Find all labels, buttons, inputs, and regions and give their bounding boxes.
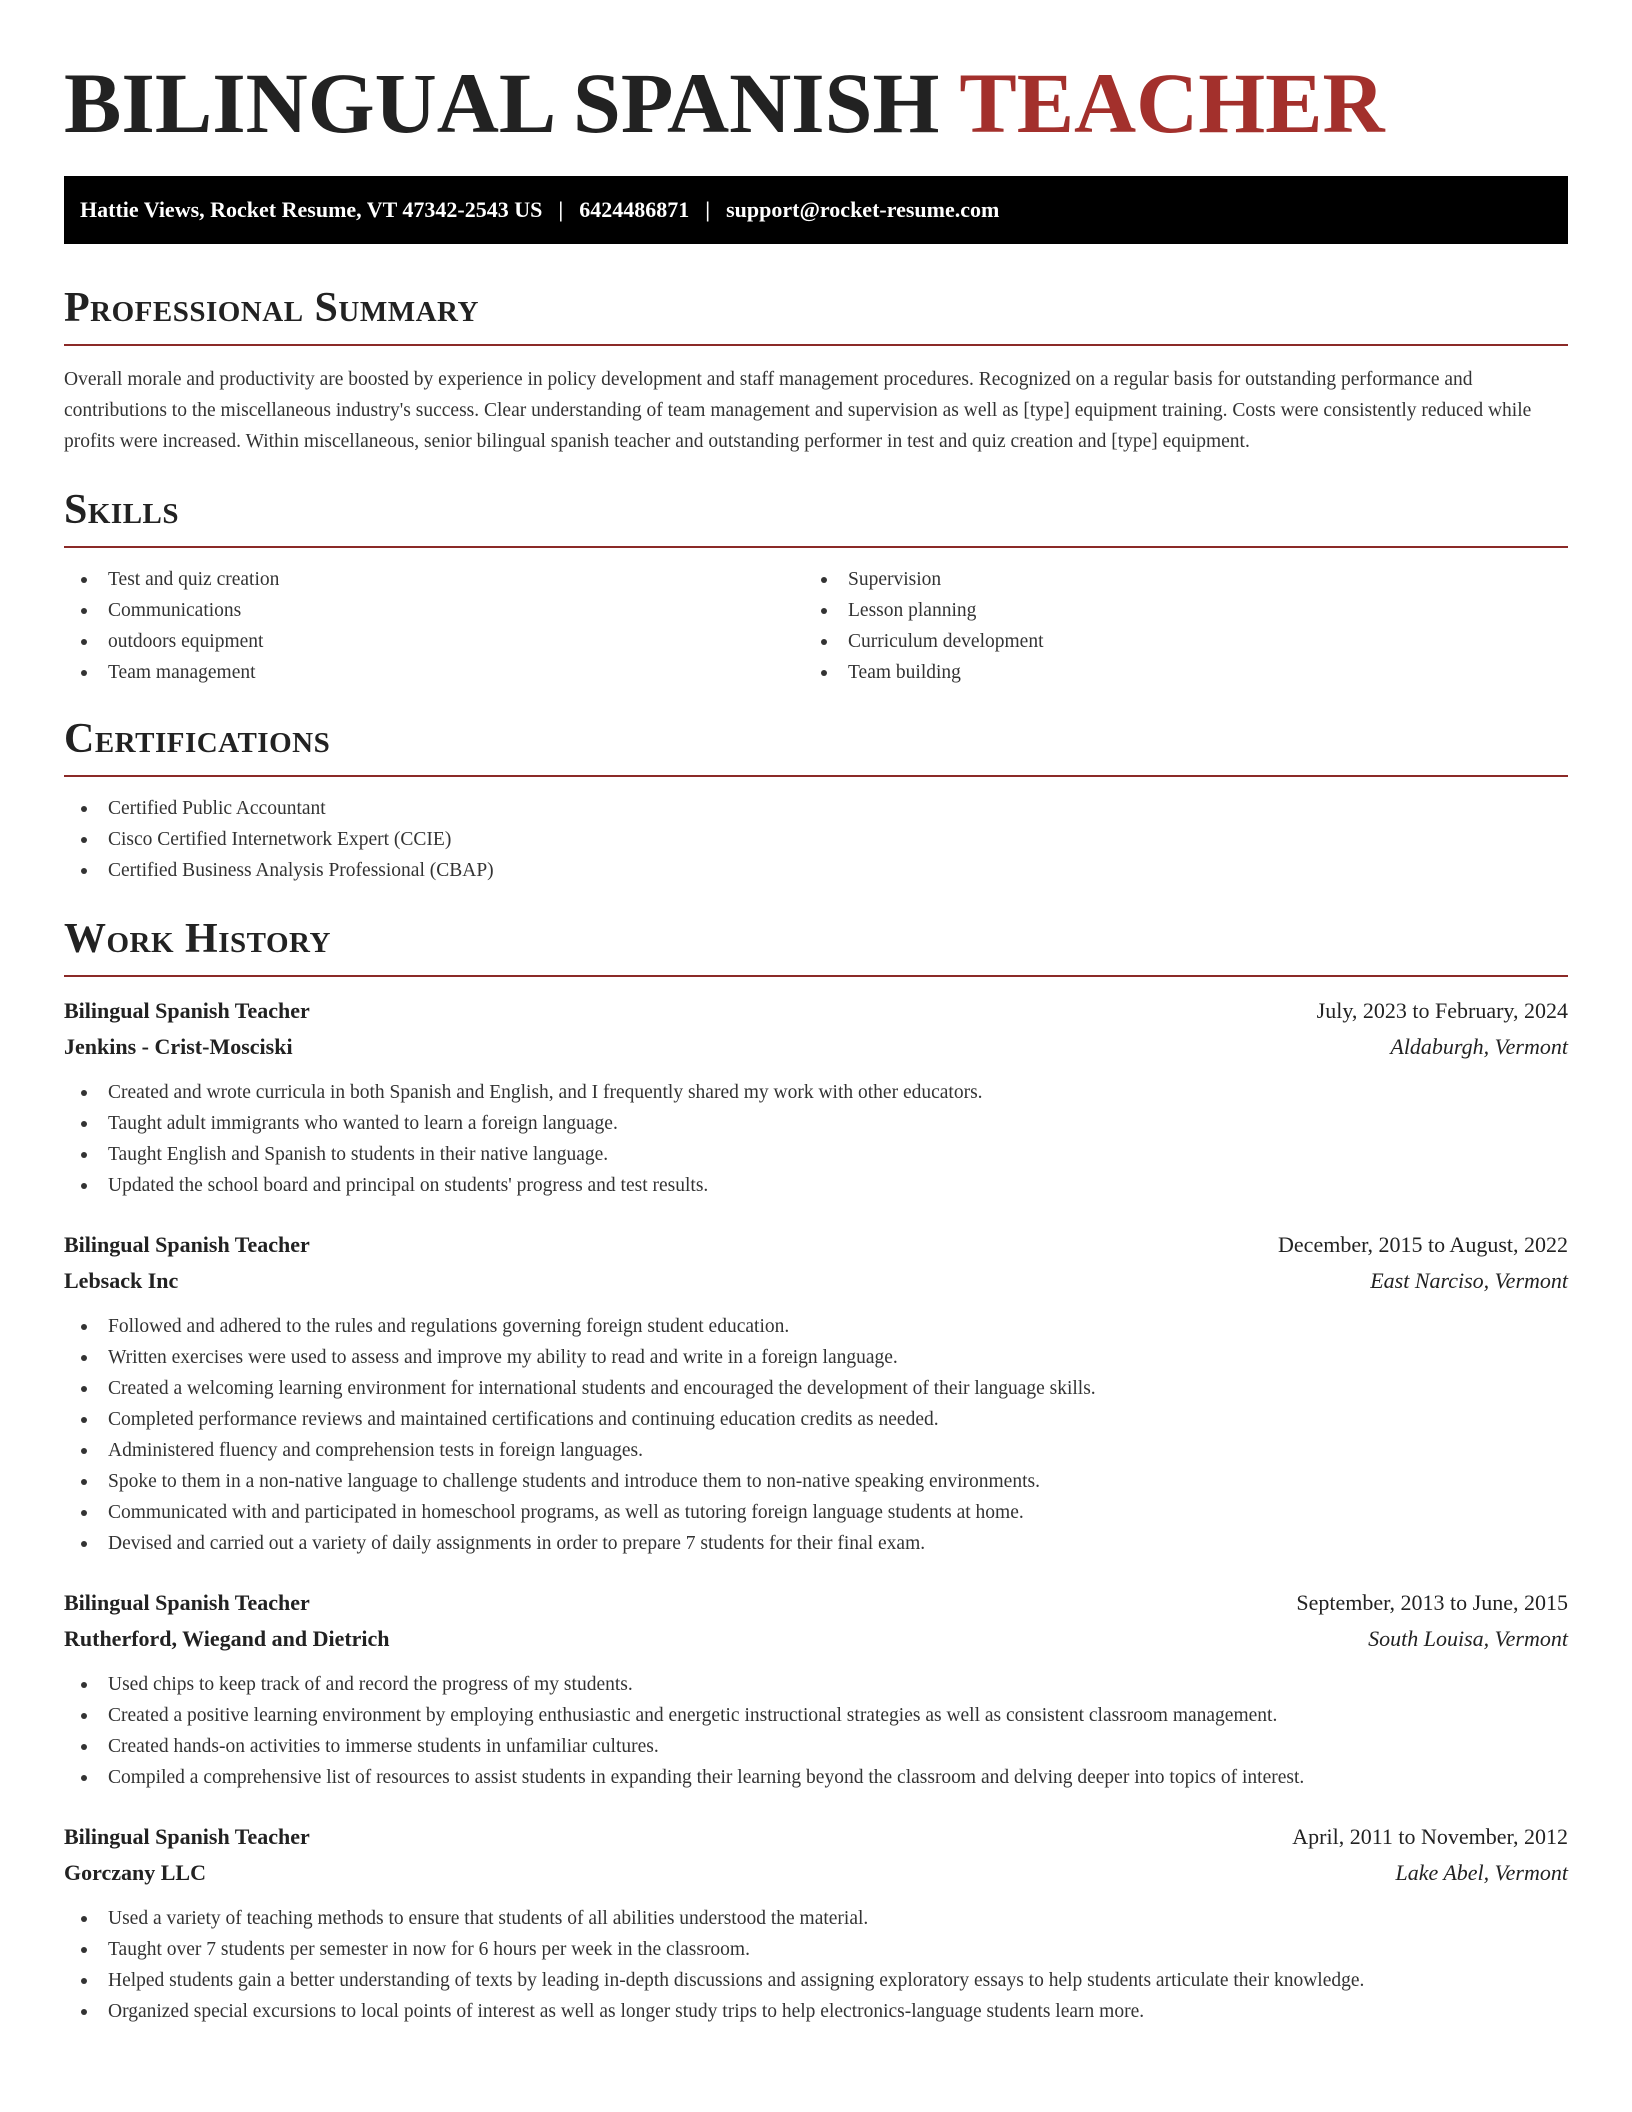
job-bullet: Taught over 7 students per semester in now for 6 hours per week in the classroom. — [64, 1934, 1568, 1965]
job-dates: September, 2013 to June, 2015 — [1296, 1590, 1568, 1615]
job-dates: December, 2015 to August, 2022 — [1278, 1232, 1568, 1257]
job-dates: July, 2023 to February, 2024 — [1316, 998, 1568, 1023]
job-location: Aldaburgh, Vermont — [1390, 1034, 1568, 1059]
skill-item: Curriculum development — [804, 626, 1544, 657]
section-title-work-history: Work History — [64, 916, 331, 962]
job-bullets — [64, 1903, 1568, 2027]
job-bullet: Communicated with and participated in homeschool programs, as well as tutoring foreign language students at home. — [64, 1497, 1568, 1528]
name-main: BILINGUAL SPANISH — [64, 55, 940, 151]
job-company: Gorczany LLC — [64, 1860, 206, 1885]
job-company: Rutherford, Wiegand and Dietrich — [64, 1626, 390, 1651]
job-bullet: Created a welcoming learning environment for international students and encouraged the development of their language skills. — [64, 1373, 1568, 1404]
job-bullet: Taught English and Spanish to students in their native language. — [64, 1139, 1568, 1170]
skill-item: Communications — [64, 595, 804, 626]
job-header — [64, 1227, 1568, 1263]
skills-list-right — [804, 564, 1544, 688]
job-company: Lebsack Inc — [64, 1268, 179, 1293]
job-header — [64, 1819, 1568, 1855]
job-company: Jenkins - Crist-Mosciski — [64, 1034, 293, 1059]
skill-item: outdoors equipment — [64, 626, 804, 657]
certification-item: Certified Public Accountant — [64, 793, 1568, 824]
job-dates: April, 2011 to November, 2012 — [1292, 1824, 1568, 1849]
skill-item: Team management — [64, 657, 804, 688]
job-header — [64, 1585, 1568, 1621]
job-bullet: Compiled a comprehensive list of resources to assist students in expanding their learning beyond the classroom and delving deeper into topics of interest. — [64, 1762, 1568, 1793]
job-subheader — [64, 1621, 1568, 1657]
job-title: Bilingual Spanish Teacher — [64, 998, 310, 1023]
job-bullet: Followed and adhered to the rules and regulations governing foreign student education. — [64, 1311, 1568, 1342]
summary-text: Overall morale and productivity are boosted by experience in policy development and staff management procedures. Recognized on a regular basis for outstanding performance and contributions to the miscellaneous industry's success. Clear understanding of team management and supervision as well as [type] equipment training. Costs were consistently reduced while profits were increased. Within miscellaneous, senior bilingual spanish teacher and outstanding performer in test and quiz creation and [type] equipment. — [64, 369, 1532, 452]
job-bullet: Created a positive learning environment by employing enthusiastic and energetic instructional strategies as well as consistent classroom management. — [64, 1700, 1568, 1731]
certification-item: Certified Business Analysis Professional (CBAP) — [64, 855, 1568, 886]
job-bullet: Created hands-on activities to immerse students in unfamiliar cultures. — [64, 1731, 1568, 1762]
section-divider — [64, 775, 1568, 777]
job-subheader — [64, 1029, 1568, 1065]
skill-item: Lesson planning — [804, 595, 1544, 626]
skill-item: Team building — [804, 657, 1544, 688]
job-bullet: Spoke to them in a non-native language to challenge students and introduce them to non-native speaking environments. — [64, 1466, 1568, 1497]
job-bullets — [64, 1077, 1568, 1201]
certifications-section — [64, 714, 1568, 886]
section-divider — [64, 546, 1568, 548]
certifications-list — [64, 793, 1568, 886]
job-location: Lake Abel, Vermont — [1395, 1860, 1568, 1885]
contact-phone: 6424486871 — [579, 197, 690, 222]
section-title-certifications: Certifications — [64, 716, 331, 762]
job-bullet: Created and wrote curricula in both Spanish and English, and I frequently shared my work with other educators. — [64, 1077, 1568, 1108]
job-bullet: Written exercises were used to assess and improve my ability to read and write in a foreign language. — [64, 1342, 1568, 1373]
job-bullet: Completed performance reviews and maintained certifications and continuing education credits as needed. — [64, 1404, 1568, 1435]
contact-separator: | — [705, 197, 711, 222]
job-entry — [64, 1819, 1568, 2027]
job-bullet: Taught adult immigrants who wanted to learn a foreign language. — [64, 1108, 1568, 1139]
job-bullets — [64, 1669, 1568, 1793]
job-title: Bilingual Spanish Teacher — [64, 1232, 310, 1257]
contact-email[interactable]: support@rocket-resume.com — [726, 197, 1000, 222]
job-bullet: Administered fluency and comprehension tests in foreign languages. — [64, 1435, 1568, 1466]
job-subheader — [64, 1855, 1568, 1891]
job-bullet: Used a variety of teaching methods to ensure that students of all abilities understood the material. — [64, 1903, 1568, 1934]
job-header — [64, 993, 1568, 1029]
name-accent: TEACHER — [959, 55, 1385, 151]
skills-list-left — [64, 564, 804, 688]
section-title-summary: Professional Summary — [64, 285, 479, 331]
skill-item: Test and quiz creation — [64, 564, 804, 595]
job-bullet: Used chips to keep track of and record the progress of my students. — [64, 1669, 1568, 1700]
job-bullet: Devised and carried out a variety of daily assignments in order to prepare 7 students for their final exam. — [64, 1528, 1568, 1559]
job-bullets — [64, 1311, 1568, 1559]
job-subheader — [64, 1263, 1568, 1299]
contact-separator: | — [558, 197, 564, 222]
job-location: South Louisa, Vermont — [1368, 1626, 1568, 1651]
contact-address: Hattie Views, Rocket Resume, VT 47342-2543 US — [80, 197, 543, 222]
job-entry — [64, 993, 1568, 1201]
section-divider — [64, 344, 1568, 346]
section-divider — [64, 975, 1568, 977]
summary-section — [64, 283, 1568, 457]
job-entry — [64, 1585, 1568, 1793]
resume-name — [64, 0, 1568, 151]
skills-section — [64, 485, 1568, 688]
job-location: East Narciso, Vermont — [1370, 1268, 1568, 1293]
job-bullet: Updated the school board and principal on students' progress and test results. — [64, 1170, 1568, 1201]
job-entry — [64, 1227, 1568, 1559]
job-bullet: Organized special excursions to local points of interest as well as longer study trips to help electronics-language students learn more. — [64, 1996, 1568, 2027]
contact-bar — [64, 176, 1568, 244]
job-title: Bilingual Spanish Teacher — [64, 1824, 310, 1849]
skill-item: Supervision — [804, 564, 1544, 595]
work-history-section — [64, 914, 1568, 2027]
job-title: Bilingual Spanish Teacher — [64, 1590, 310, 1615]
skills-grid — [64, 564, 1568, 688]
section-title-skills: Skills — [64, 487, 180, 533]
job-bullet: Helped students gain a better understanding of texts by leading in-depth discussions and assigning exploratory essays to help students articulate their knowledge. — [64, 1965, 1568, 1996]
certification-item: Cisco Certified Internetwork Expert (CCIE) — [64, 824, 1568, 855]
